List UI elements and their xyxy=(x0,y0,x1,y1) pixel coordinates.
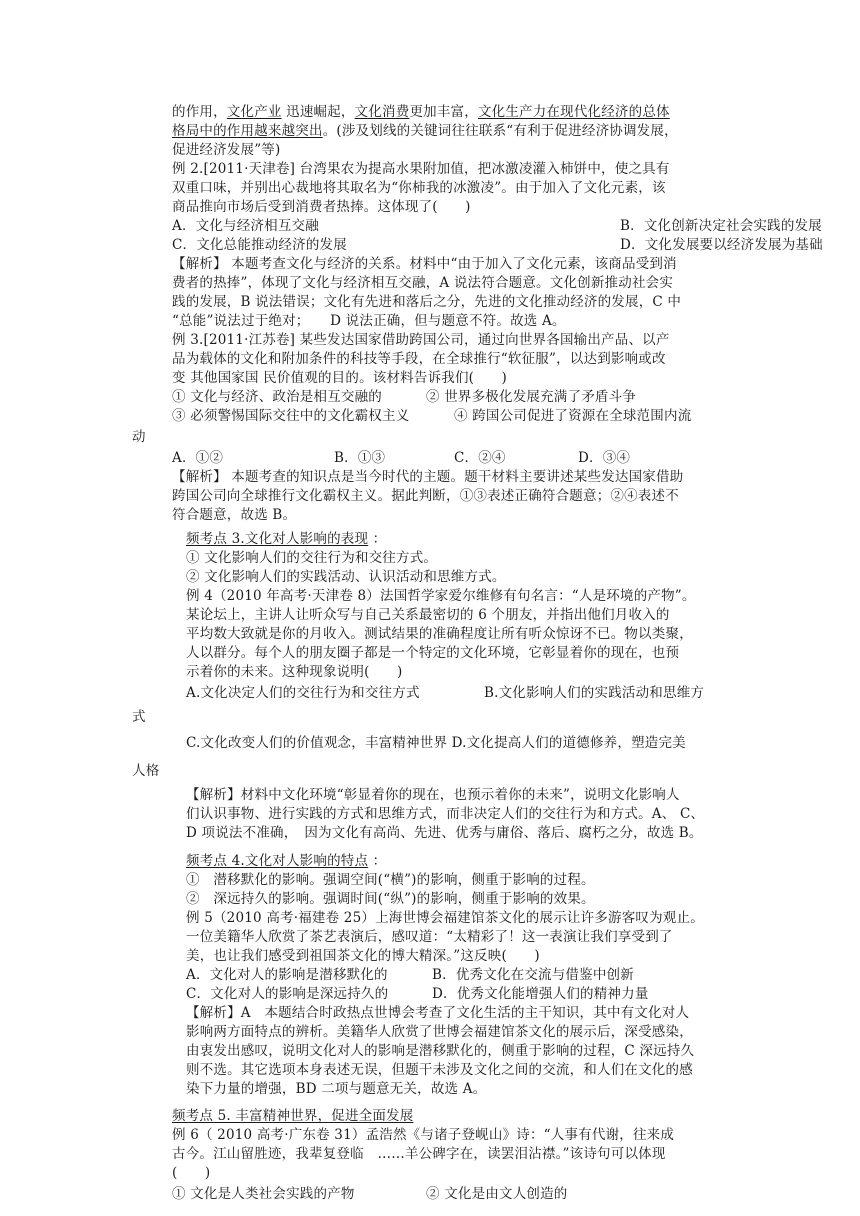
question-stem: 双重口味，并别出心裁地将其取名为“你柿我的冰激凌”。由于加入了文化元素，该 xyxy=(172,180,666,196)
analysis-line: D 项说法不准确， 因为文化有高尚、先进、优秀与庸俗、落后、腐朽之分，故选 B。 xyxy=(186,825,703,841)
heading-text: 频考点 4.文化对人影响的特点 xyxy=(186,853,369,869)
heading-colon: ： xyxy=(368,853,387,869)
analysis-line: 们认识事物、进行实践的方式和思维方式，而非决定人们的交往行为和方式。A、 C、 xyxy=(186,806,705,822)
question-stem: 例 4（2010 年高考·天津卷 8）法国哲学家爱尔维修有句名言：“人是环境的产物”。 xyxy=(186,588,696,604)
wrap-overflow: 动 xyxy=(132,429,146,445)
underlined-keyword: 文化产业 xyxy=(226,104,282,120)
text-line xyxy=(172,103,670,122)
option: A．文化与经济相互交融 xyxy=(172,218,319,234)
option-row xyxy=(172,217,822,236)
option: C．文化对人的影响是深远持久的 xyxy=(186,986,389,1002)
question-stem: 一位美籍华人欣赏了茶艺表演后，感叹道：“太精彩了！这一表演让我们享受到了 xyxy=(186,929,673,945)
section-heading xyxy=(186,530,386,549)
question-stem: 品为载体的文化和附加条件的科技等手段，在全球推行“软征服”，以达到影响或改 xyxy=(172,351,666,367)
point-line: ① 文化影响人们的交往行为和交往方式。 xyxy=(186,550,438,566)
option: ④ 跨国公司促进了资源在全球范围内流 xyxy=(454,408,692,424)
question-stem: 变 其他国家国 民价值观的目的。该材料告诉我们( ) xyxy=(172,370,508,386)
text-line xyxy=(172,122,678,141)
option-row xyxy=(186,966,634,985)
option: A．文化对人的影响是潜移默化的 xyxy=(186,967,388,983)
option: ① 文化是人类社会实践的产物 xyxy=(172,1186,355,1202)
analysis-line: 践的发展，B 说法错误；文化有先进和落后之分，先进的文化推动经济的发展，C 中 xyxy=(172,294,682,310)
point-line: ② 文化影响人们的实践活动、认识活动和思维方式。 xyxy=(186,569,506,585)
option-row xyxy=(172,1185,568,1204)
option: B.文化影响人们的实践活动和思维方 xyxy=(484,685,705,701)
option-row: C.文化改变人们的价值观念，丰富精神世界 D.文化提高人们的道德修养，塑造完美 xyxy=(186,735,686,751)
option: C．②④ xyxy=(454,450,506,466)
question-stem: 例 2.[2011·天津卷] 台湾果农为提高水果附加值，把冰激凌灌入柿饼中，使之具有 xyxy=(172,161,670,177)
question-stem: 某论坛上，主讲人让听众写与自己关系最密切的 6 个朋友，并指出他们月收入的 xyxy=(186,607,670,623)
question-stem: 例 5（2010 高考·福建卷 25）上海世博会福建馆茶文化的展示让许多游客叹为观止。 xyxy=(186,910,704,926)
option-row xyxy=(172,449,631,468)
question-stem: 例 6（ 2010 高考·广东卷 31）孟浩然《与诸子登岘山》诗：“人事有代谢，往来成 xyxy=(172,1127,675,1143)
analysis-line: 跨国公司向全球推行文化霸权主义。据此判断，①③表述正确符合题意；②④表述不 xyxy=(172,488,679,504)
option: B．优秀文化在交流与借鉴中创新 xyxy=(432,967,634,983)
option: D．③④ xyxy=(578,450,631,466)
option: ① 文化与经济、政治是相互交融的 xyxy=(172,389,382,405)
analysis-line: 【解析】 本题考查文化与经济的关系。材料中“由于加入了文化元素，该商品受到消 xyxy=(172,256,677,272)
section-heading xyxy=(186,852,386,871)
point-line: ① 潜移默化的影响。强调空间(“横”)的影响，侧重于影响的过程。 xyxy=(186,872,595,888)
question-stem: 例 3.[2011·江苏卷] 某些发达国家借助跨国公司，通过向世界各国输出产品、以产 xyxy=(172,332,670,348)
underlined-keyword: 文化生产力在现代化经济的总体 xyxy=(477,104,670,120)
heading-text: 频考点 3.文化对人影响的表现 xyxy=(186,531,369,547)
option: D．文化发展要以经济发展为基础 xyxy=(620,237,823,253)
text-run: 。(涉及划线的关键词往往联系“有利于促进经济协调发展， xyxy=(322,123,678,139)
analysis-line: 由衷发出感叹，说明文化对人的影响是潜移默化的，侧重于影响的过程，C 深远持久 xyxy=(186,1043,695,1059)
analysis-line: 【解析】 本题考查的知识点是当今时代的主题。题干材料主要讲述某些发达国家借助 xyxy=(172,469,684,485)
option: A.文化决定人们的交往行为和交往方式 xyxy=(186,685,420,701)
option-row xyxy=(172,407,692,426)
analysis-line: “总能”说法过于绝对； D 说法正确，但与题意不符。故选 A。 xyxy=(172,313,566,329)
point-line: ② 深远持久的影响。强调时间(“纵”)的影响，侧重于影响的效果。 xyxy=(186,891,595,907)
wrap-overflow: 式 xyxy=(132,709,146,725)
question-stem: ( ) xyxy=(172,1165,211,1181)
option-row xyxy=(172,388,636,407)
analysis-line: 则不选。其它选项本身表述无误，但题干未涉及文化之间的交流，和人们在文化的感 xyxy=(186,1062,693,1078)
analysis-line: 【解析】A 本题结合时政热点世博会考查了文化生活的主干知识，其中有文化对人 xyxy=(186,1005,690,1021)
analysis-line: 费者的热捧”，体现了文化与经济相互交融，A 说法符合题意。文化创新推动社会实 xyxy=(172,275,674,291)
heading-text: 频考点 5. 丰富精神世界，促进全面发展 xyxy=(172,1108,414,1124)
question-stem: 示着你的未来。这种现象说明( ) xyxy=(186,664,403,680)
option-row xyxy=(172,236,823,255)
question-stem: 人以群分。每个人的朋友圈子都是一个特定的文化环境，它彰显着你的现在，也预 xyxy=(186,645,680,661)
question-stem: 商品推向市场后受到消费者热捧。这体现了( ) xyxy=(172,199,471,215)
analysis-line: 符合题意，故选 B。 xyxy=(172,507,297,523)
underlined-keyword: 文化消费 xyxy=(354,104,410,120)
option: B．文化创新决定社会实践的发展 xyxy=(620,218,822,234)
option-row xyxy=(186,684,705,703)
option: ② 世界多极化发展充满了矛盾斗争 xyxy=(426,389,636,405)
section-heading xyxy=(172,1107,413,1126)
option: ② 文化是由文人创造的 xyxy=(426,1186,568,1202)
heading-colon: ： xyxy=(368,531,387,547)
question-stem: 古今。江山留胜迹，我辈复登临 ……羊公碑字在，读罢泪沾襟。”该诗句可以体现 xyxy=(172,1146,666,1162)
text-run: 的作用， xyxy=(172,104,227,120)
option: C．文化总能推动经济的发展 xyxy=(172,237,347,253)
option: D．优秀文化能增强人们的精神力量 xyxy=(432,986,649,1002)
question-stem: 美，也让我们感受到祖国茶文化的博大精深。”这反映( ) xyxy=(186,948,540,964)
analysis-line: 染下力量的增强，BD 二项与题意无关，故选 A。 xyxy=(186,1081,487,1097)
text-run: 更加丰富， xyxy=(409,104,478,120)
analysis-line: 影响两方面特点的辨析。美籍华人欣赏了世博会福建馆茶文化的展示后，深受感染， xyxy=(186,1024,693,1040)
wrap-overflow: 人格 xyxy=(132,763,160,779)
option: A．①② xyxy=(172,450,224,466)
text-run: 迅速崛起， xyxy=(281,104,355,120)
question-stem: 平均数大致就是你的月收入。测试结果的准确程度让所有听众惊讶不已。物以类聚， xyxy=(186,626,693,642)
option: ③ 必须警惕国际交往中的文化霸权主义 xyxy=(172,408,410,424)
option-row xyxy=(186,985,649,1004)
analysis-line: 【解析】材料中文化环境“彰显着你的现在，也预示着你的未来”，说明文化影响人 xyxy=(186,787,680,803)
text-line: 促进经济发展”等) xyxy=(172,142,281,158)
option: B．①③ xyxy=(334,450,386,466)
underlined-keyword: 格局中的作用越来越突出 xyxy=(172,123,323,139)
